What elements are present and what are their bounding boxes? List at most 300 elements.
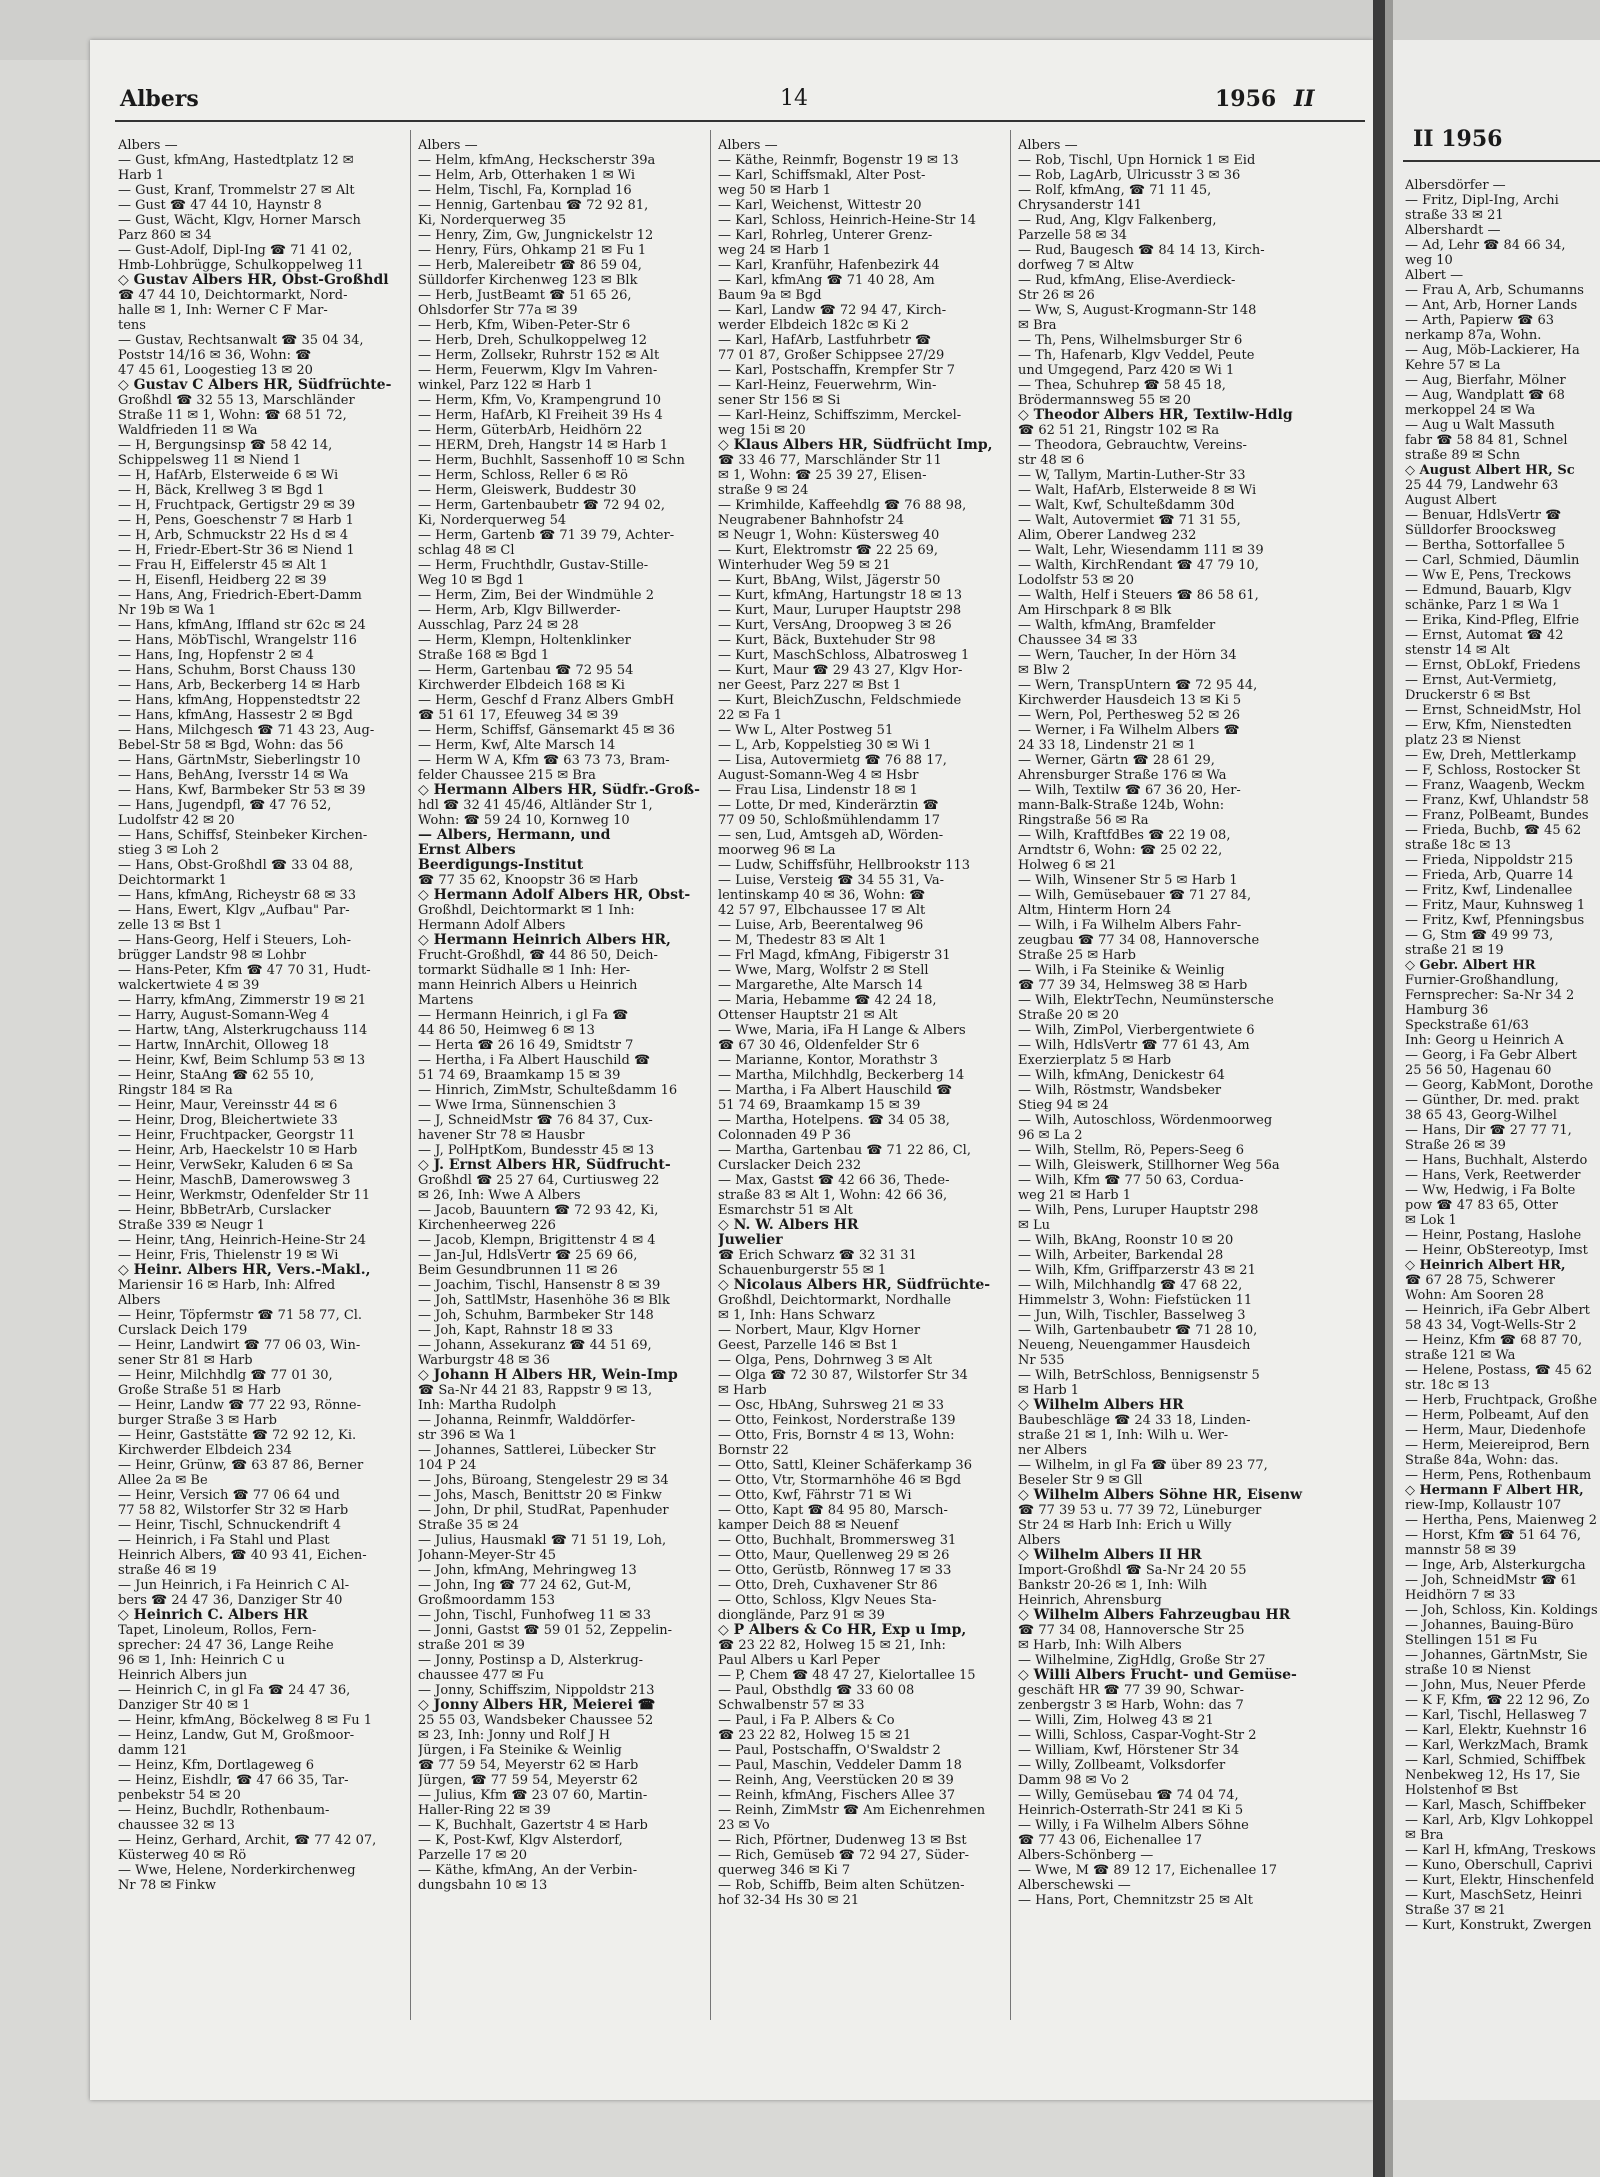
directory-entry-line: — Hertha, Pens, Maienweg 2 xyxy=(1405,1513,1597,1528)
directory-entry-line: — Günther, Dr. med. prakt xyxy=(1405,1093,1580,1108)
directory-entry-line: — Rich, Pförtner, Dudenweg 13 ✉ Bst xyxy=(718,1833,967,1848)
directory-entry-line: — Gust, kfmAng, Hastedtplatz 12 ✉ xyxy=(118,153,354,168)
directory-entry-line: bers ☎ 24 47 36, Danziger Str 40 xyxy=(118,1593,343,1608)
directory-entry-line: — Käthe, kfmAng, An der Verbin- xyxy=(418,1863,638,1878)
directory-entry-line: pow ☎ 47 83 65, Otter xyxy=(1405,1198,1558,1213)
directory-entry-line: — Herm, Kwf, Alte Marsch 14 xyxy=(418,738,616,753)
directory-entry-line: Allee 2a ✉ Be xyxy=(118,1473,208,1488)
directory-entry-line: Albers xyxy=(118,1293,161,1308)
directory-entry-line: ✉ Blw 2 xyxy=(1018,663,1071,678)
directory-entry-line: ✉ Harb 1 xyxy=(1018,1383,1080,1398)
directory-entry-line: — Thea, Schuhrep ☎ 58 45 18, xyxy=(1018,378,1226,393)
directory-entry-line: — Joh, Schuhm, Barmbeker Str 148 xyxy=(418,1308,654,1323)
directory-entry-line: August Albert xyxy=(1405,493,1497,508)
directory-entry-line: Heinrich Albers jun xyxy=(118,1668,248,1683)
directory-entry-line: straße 18c ✉ 13 xyxy=(1405,838,1511,853)
directory-entry-line: — John, kfmAng, Mehringweg 13 xyxy=(418,1563,637,1578)
directory-entry-line: Straße 20 ✉ 20 xyxy=(1018,1008,1119,1023)
directory-entry-line: Martens xyxy=(418,993,474,1008)
directory-entry-line: — Ant, Arb, Horner Lands xyxy=(1405,298,1578,313)
directory-entry-line: — John, Ing ☎ 77 24 62, Gut-M, xyxy=(418,1578,632,1593)
directory-entry-line: ☎ 67 30 46, Oldenfelder Str 6 xyxy=(718,1038,920,1053)
directory-entry-line: — Heinr, tAng, Heinrich-Heine-Str 24 xyxy=(118,1233,366,1248)
page-title: Albers xyxy=(120,86,199,112)
directory-entry-line: Albers — xyxy=(718,138,778,153)
directory-entry-line: Curslacker Deich 232 xyxy=(718,1158,862,1173)
directory-entry-line: havener Str 78 ✉ Hausbr xyxy=(418,1128,585,1143)
directory-entry-line: straße 201 ✉ 39 xyxy=(418,1638,525,1653)
right-header-rule xyxy=(1403,160,1600,162)
directory-entry-line: — Kurt, VersAng, Droopweg 3 ✉ 26 xyxy=(718,618,952,633)
directory-entry-line: Lodolfstr 53 ✉ 20 xyxy=(1018,573,1135,588)
directory-entry-line: Ki, Norderquerweg 35 xyxy=(418,213,567,228)
directory-entry-line: straße 21 ✉ 1, Inh: Wilh u. Wer- xyxy=(1018,1428,1229,1443)
directory-entry-line: fabr ☎ 58 84 81, Schnel xyxy=(1405,433,1568,448)
directory-entry-line: — Wilh, Gleiswerk, Stillhorner Weg 56a xyxy=(1018,1158,1280,1173)
directory-entry-line: Straße 26 ✉ 39 xyxy=(1405,1138,1506,1153)
directory-entry-line: — Wilh, ElektrTechn, Neumünstersche xyxy=(1018,993,1274,1008)
directory-entry-line: — Käthe, Reinmfr, Bogenstr 19 ✉ 13 xyxy=(718,153,959,168)
directory-entry-line: Neugrabener Bahnhofstr 24 xyxy=(718,513,904,528)
directory-entry-line: — Gustav, Rechtsanwalt ☎ 35 04 34, xyxy=(118,333,364,348)
directory-entry-line: straße 10 ✉ Nienst xyxy=(1405,1663,1531,1678)
directory-entry-line: — Joh, Schloss, Kin. Koldings xyxy=(1405,1603,1598,1618)
directory-entry-line: Jürgen, ☎ 77 59 54, Meyerstr 62 xyxy=(418,1773,638,1788)
directory-entry-line: Tapet, Linoleum, Rollos, Fern- xyxy=(118,1623,317,1638)
directory-entry-line: — Hans, Schiffsf, Steinbeker Kirchen- xyxy=(118,828,368,843)
directory-entry-line: — Wilh, kfmAng, Denickestr 64 xyxy=(1018,1068,1225,1083)
directory-entry-line: — Herm, Meiereiprod, Bern xyxy=(1405,1438,1590,1453)
directory-entry-line: — Gust, Wächt, Klgv, Horner Marsch xyxy=(118,213,361,228)
directory-entry-line: — Wern, Taucher, In der Hörn 34 xyxy=(1018,648,1237,663)
directory-column-2 xyxy=(418,138,703,2018)
header-rule xyxy=(115,120,1365,122)
directory-entry-line: — Hans, Jugendpfl, ☎ 47 76 52, xyxy=(118,798,332,813)
directory-entry-line: ☎ 77 34 08, Hannoversche Str 25 xyxy=(1018,1623,1245,1638)
directory-entry-line: 25 44 79, Landwehr 63 xyxy=(1405,478,1559,493)
directory-entry-line: — Martha, i Fa Albert Hauschild ☎ xyxy=(718,1083,953,1098)
directory-entry-line: 24 33 18, Lindenstr 21 ✉ 1 xyxy=(1018,738,1196,753)
directory-entry-line: — Heinr, Postang, Haslohe xyxy=(1405,1228,1582,1243)
directory-entry-line: — Herm, Polbeamt, Auf den xyxy=(1405,1408,1589,1423)
directory-entry-line: — Karl H, kfmAng, Treskows xyxy=(1405,1843,1596,1858)
directory-entry-line: — Fritz, Kwf, Pfenningsbus xyxy=(1405,913,1585,928)
directory-entry-line: — Jun, Wilh, Tischler, Basselweg 3 xyxy=(1018,1308,1246,1323)
directory-entry-line: — Karl, Postschaffn, Krempfer Str 7 xyxy=(718,363,955,378)
directory-entry-line: — Hertha, i Fa Albert Hauschild ☎ xyxy=(418,1053,651,1068)
directory-entry-line: — Herb, Fruchtpack, Großhe xyxy=(1405,1393,1598,1408)
directory-entry-line: — Karl, HafArb, Lastfuhrbetr ☎ xyxy=(718,333,932,348)
directory-entry-line: — Heinr, Arb, Haeckelstr 10 ✉ Harb xyxy=(118,1143,358,1158)
directory-entry-line: — Herm, GüterbArb, Heidhörn 22 xyxy=(418,423,643,438)
directory-entry-line: — H, Fruchtpack, Gertigstr 29 ✉ 39 xyxy=(118,498,356,513)
directory-entry-line: — Otto, Maur, Quellenweg 29 ✉ 26 xyxy=(718,1548,950,1563)
year-number: 1956 xyxy=(1215,86,1277,112)
directory-entry-line: — Frau A, Arb, Schumanns xyxy=(1405,283,1584,298)
directory-entry-line: — Kurt, MaschSchloss, Albatrosweg 1 xyxy=(718,648,970,663)
directory-entry-line: Albersdörfer — xyxy=(1405,178,1506,193)
directory-entry-line: — William, Kwf, Hörstener Str 34 xyxy=(1018,1743,1240,1758)
directory-entry-line: Wohn: ☎ 59 24 10, Kornweg 10 xyxy=(418,813,630,828)
directory-entry-line: — Otto, Vtr, Stormarnhöhe 46 ✉ Bgd xyxy=(718,1473,962,1488)
directory-entry-line: — Kurt, Maur, Luruper Hauptstr 298 xyxy=(718,603,962,618)
directory-entry-line: — Inge, Arb, Alsterkurgcha xyxy=(1405,1558,1586,1573)
directory-entry-line: moorweg 96 ✉ La xyxy=(718,843,836,858)
directory-entry-line: — Kurt, Elektr, Hinschenfeld xyxy=(1405,1873,1595,1888)
directory-entry-line: — Martha, Gartenbau ☎ 71 22 86, Cl, xyxy=(718,1143,971,1158)
directory-entry-line: ☎ Erich Schwarz ☎ 32 31 31 xyxy=(718,1248,917,1263)
directory-entry-line: ◇ P Albers & Co HR, Exp u Imp, xyxy=(718,1623,967,1638)
directory-entry-line: — Wilh, ZimPol, Vierbergentwiete 6 xyxy=(1018,1023,1255,1038)
directory-entry-line: — Heinz, Landw, Gut M, Großmoor- xyxy=(118,1728,355,1743)
directory-entry-line: ◇ Heinr. Albers HR, Vers.-Makl., xyxy=(118,1263,371,1278)
directory-entry-line: — Herm W A, Kfm ☎ 63 73 73, Bram- xyxy=(418,753,670,768)
directory-entry-line: weg 15i ✉ 20 xyxy=(718,423,806,438)
directory-entry-line: platz 23 ✉ Nienst xyxy=(1405,733,1521,748)
directory-entry-line: 104 P 24 xyxy=(418,1458,477,1473)
directory-entry-line: — Herm, Gleiswerk, Buddestr 30 xyxy=(418,483,637,498)
directory-entry-line: Danziger Str 40 ✉ 1 xyxy=(118,1698,251,1713)
directory-entry-line: — Rich, Gemüseb ☎ 72 94 27, Süder- xyxy=(718,1848,969,1863)
directory-entry-line: 38 65 43, Georg-Wilhel xyxy=(1405,1108,1557,1123)
directory-entry-line: — Heinrich, i Fa Stahl und Plast xyxy=(118,1533,330,1548)
directory-entry-line: — Herb, JustBeamt ☎ 51 65 26, xyxy=(418,288,632,303)
directory-entry-line: — Hans, Arb, Beckerberg 14 ✉ Harb xyxy=(118,678,361,693)
directory-entry-line: — Rob, Tischl, Upn Hornick 1 ✉ Eid xyxy=(1018,153,1256,168)
directory-entry-line: — HERM, Dreh, Hangstr 14 ✉ Harb 1 xyxy=(418,438,669,453)
directory-entry-line: Kehre 57 ✉ La xyxy=(1405,358,1501,373)
directory-entry-line: Holstenhof ✉ Bst xyxy=(1405,1783,1518,1798)
directory-entry-line: — Jan-Jul, HdlsVertr ☎ 25 69 66, xyxy=(418,1248,638,1263)
directory-entry-line: Fernsprecher: Sa-Nr 34 2 xyxy=(1405,988,1575,1003)
directory-entry-line: ✉ 23, Inh: Jonny und Rolf J H xyxy=(418,1728,611,1743)
directory-entry-line: — Harry, August-Somann-Weg 4 xyxy=(118,1008,330,1023)
directory-entry-line: ◇ N. W. Albers HR xyxy=(718,1218,859,1233)
directory-entry-line: — Walt, Autovermiet ☎ 71 31 55, xyxy=(1018,513,1241,528)
directory-entry-line: — P, Chem ☎ 48 47 27, Kielortallee 15 xyxy=(718,1668,976,1683)
directory-entry-line: — Franz, PolBeamt, Bundes xyxy=(1405,808,1589,823)
directory-entry-line: walckertwiete 4 ✉ 39 xyxy=(118,978,260,993)
directory-entry-line: — Herm, Arb, Klgv Billwerder- xyxy=(418,603,621,618)
directory-entry-line: — Kuno, Oberschull, Caprivi xyxy=(1405,1858,1593,1873)
directory-entry-line: ◇ Willi Albers Frucht- und Gemüse- xyxy=(1018,1668,1297,1683)
directory-entry-line: ☎ 77 39 53 u. 77 39 72, Lüneburger xyxy=(1018,1503,1262,1518)
directory-entry-line: — Herm, Kfm, Vo, Krampengrund 10 xyxy=(418,393,662,408)
directory-entry-line: ☎ 77 43 06, Eichenallee 17 xyxy=(1018,1833,1202,1848)
directory-entry-line: ◇ Wilhelm Albers II HR xyxy=(1018,1548,1202,1563)
directory-entry-line: mann-Balk-Straße 124b, Wohn: xyxy=(1018,798,1225,813)
directory-entry-line: — W, Tallym, Martin-Luther-Str 33 xyxy=(1018,468,1246,483)
directory-entry-line: — Ww E, Pens, Treckows xyxy=(1405,568,1572,583)
directory-entry-line: Bornstr 22 xyxy=(718,1443,789,1458)
directory-entry-line: — Heinz, Kfm ☎ 68 87 70, xyxy=(1405,1333,1583,1348)
book-spine xyxy=(1373,0,1385,2177)
directory-entry-line: weg 24 ✉ Harb 1 xyxy=(718,243,832,258)
directory-entry-line: ◇ Jonny Albers HR, Meierei ☎ xyxy=(418,1698,656,1713)
directory-entry-line: Kirchenheerweg 226 xyxy=(418,1218,556,1233)
right-directory-page xyxy=(1393,40,1600,2100)
directory-entry-line: — Aug, Wandplatt ☎ 68 xyxy=(1405,388,1565,403)
directory-entry-line: — H, Bäck, Krellweg 3 ✉ Bgd 1 xyxy=(118,483,325,498)
directory-entry-line: 58 43 34, Vogt-Wells-Str 2 xyxy=(1405,1318,1577,1333)
directory-entry-line: — Walth, kfmAng, Bramfelder xyxy=(1018,618,1216,633)
directory-entry-line: — Gust-Adolf, Dipl-Ing ☎ 71 41 02, xyxy=(118,243,353,258)
directory-entry-line: — Joh, Kapt, Rahnstr 18 ✉ 33 xyxy=(418,1323,614,1338)
directory-entry-line: str 48 ✉ 6 xyxy=(1018,453,1085,468)
directory-entry-line: — Heinr, Tischl, Schnuckendrift 4 xyxy=(118,1518,341,1533)
directory-entry-line: — Wilh, Gemüsebauer ☎ 71 27 84, xyxy=(1018,888,1252,903)
page-year xyxy=(1215,86,1315,112)
directory-entry-line: — Jonni, Gastst ☎ 59 01 52, Zeppelin- xyxy=(418,1623,673,1638)
directory-entry-line: — Wern, TranspUntern ☎ 72 95 44, xyxy=(1018,678,1258,693)
directory-entry-line: — Olga, Pens, Dohrnweg 3 ✉ Alt xyxy=(718,1353,933,1368)
directory-entry-line: Heinrich, Ahrensburg xyxy=(1018,1593,1162,1608)
directory-entry-line: ◇ Hermann Adolf Albers HR, Obst- xyxy=(418,888,691,903)
directory-entry-line: — Karl, Schiffsmakl, Alter Post- xyxy=(718,168,926,183)
directory-entry-line: — Paul, i Fa P. Albers & Co xyxy=(718,1713,895,1728)
directory-entry-line: Himmelstr 3, Wohn: Fiefstücken 11 xyxy=(1018,1293,1253,1308)
directory-entry-line: — Erw, Kfm, Nienstedten xyxy=(1405,718,1572,733)
directory-entry-line: — Lisa, Autovermietg ☎ 76 88 17, xyxy=(718,753,947,768)
directory-entry-line: Paul Albers u Karl Peper xyxy=(718,1653,880,1668)
directory-entry-line: ✉ Bra xyxy=(1018,318,1057,333)
directory-entry-line: — L, Arb, Koppelstieg 30 ✉ Wi 1 xyxy=(718,738,932,753)
directory-entry-line: — Wilh, Arbeiter, Barkendal 28 xyxy=(1018,1248,1224,1263)
directory-entry-line: straße 9 ✉ 24 xyxy=(718,483,809,498)
directory-entry-line: Stellingen 151 ✉ Fu xyxy=(1405,1633,1538,1648)
directory-entry-line: — Heinz, Eishdlr, ☎ 47 66 35, Tar- xyxy=(118,1773,349,1788)
directory-entry-line: ◇ Wilhelm Albers HR xyxy=(1018,1398,1184,1413)
directory-entry-line: ◇ August Albert HR, Sc xyxy=(1405,463,1575,478)
directory-entry-line: ✉ Neugr 1, Wohn: Küstersweg 40 xyxy=(718,528,940,543)
directory-entry-line: — Heinr, MaschB, Damerowsweg 3 xyxy=(118,1173,351,1188)
directory-entry-line: 47 45 61, Loogestieg 13 ✉ 20 xyxy=(118,363,313,378)
directory-entry-line: — Herm, Fruchthdlr, Gustav-Stille- xyxy=(418,558,649,573)
directory-entry-line: — Herm, Maur, Diedenhofe xyxy=(1405,1423,1586,1438)
directory-entry-line: — Willy, i Fa Wilhelm Albers Söhne xyxy=(1018,1818,1249,1833)
directory-entry-line: Import-Großhdl ☎ Sa-Nr 24 20 55 xyxy=(1018,1563,1247,1578)
directory-entry-line: — Reinh, ZimMstr ☎ Am Eichenrehmen xyxy=(718,1803,986,1818)
directory-entry-line: — Ernst, SchneidMstr, Hol xyxy=(1405,703,1582,718)
directory-entry-line: — Johannes, Sattlerei, Lübecker Str xyxy=(418,1443,656,1458)
directory-entry-line: — Heinrich, iFa Gebr Albert xyxy=(1405,1303,1590,1318)
directory-entry-line: Speckstraße 61/63 xyxy=(1405,1018,1529,1033)
directory-entry-line: — Franz, Kwf, Uhlandstr 58 xyxy=(1405,793,1589,808)
directory-entry-line: — Karl, Schloss, Heinrich-Heine-Str 14 xyxy=(718,213,977,228)
directory-entry-line: — Paul, Obsthdlg ☎ 33 60 08 xyxy=(718,1683,915,1698)
directory-entry-line: zeugbau ☎ 77 34 08, Hannoversche xyxy=(1018,933,1260,948)
directory-entry-line: straße 46 ✉ 19 xyxy=(118,1563,217,1578)
directory-entry-line: — Willi, Zim, Holweg 43 ✉ 21 xyxy=(1018,1713,1214,1728)
directory-entry-line: Neueng, Neuengammer Hausdeich xyxy=(1018,1338,1251,1353)
directory-entry-line: sener Str 156 ✉ Si xyxy=(718,393,841,408)
directory-entry-line: ☎ 23 22 82, Holweg 15 ✉ 21 xyxy=(718,1728,912,1743)
directory-entry-line: straße 121 ✉ Wa xyxy=(1405,1348,1516,1363)
directory-entry-line: 77 58 82, Wilstorfer Str 32 ✉ Harb xyxy=(118,1503,349,1518)
directory-entry-line: Ahrensburger Straße 176 ✉ Wa xyxy=(1018,768,1227,783)
directory-entry-line: — G, Stm ☎ 49 99 73, xyxy=(1405,928,1554,943)
directory-entry-line: — Wern, Pol, Perthesweg 52 ✉ 26 xyxy=(1018,708,1240,723)
directory-entry-line: ◇ Wilhelm Albers Fahrzeugbau HR xyxy=(1018,1608,1291,1623)
directory-entry-line: — Karl, Tischl, Hellasweg 7 xyxy=(1405,1708,1588,1723)
directory-entry-line: hof 32-34 Hs 30 ✉ 21 xyxy=(718,1893,860,1908)
directory-entry-line: 96 ✉ 1, Inh: Heinrich C u xyxy=(118,1653,285,1668)
directory-entry-line: — Kurt, MaschSetz, Heinri xyxy=(1405,1888,1582,1903)
directory-entry-line: sprecher: 24 47 36, Lange Reihe xyxy=(118,1638,334,1653)
directory-entry-line: Albershardt — xyxy=(1405,223,1501,238)
directory-entry-line: Deichtormarkt 1 xyxy=(118,873,227,888)
directory-entry-line: straße 21 ✉ 19 xyxy=(1405,943,1504,958)
directory-entry-line: 44 86 50, Heimweg 6 ✉ 13 xyxy=(418,1023,595,1038)
directory-entry-line: 96 ✉ La 2 xyxy=(1018,1128,1083,1143)
directory-entry-line: — H, Eisenfl, Heidberg 22 ✉ 39 xyxy=(118,573,327,588)
directory-entry-line: — Wilh, Autoschloss, Wördenmoorweg xyxy=(1018,1113,1273,1128)
directory-entry-line: — Otto, Gerüstb, Rönnweg 17 ✉ 33 xyxy=(718,1563,952,1578)
directory-entry-line: ✉ Harb, Inh: Wilh Albers xyxy=(1018,1638,1182,1653)
directory-entry-line: — Th, Hafenarb, Klgv Veddel, Peute xyxy=(1018,348,1255,363)
directory-entry-line: — Karl, Weichenst, Wittestr 20 xyxy=(718,198,922,213)
directory-entry-line: — Wilh, Stellm, Rö, Pepers-Seeg 6 xyxy=(1018,1143,1244,1158)
directory-entry-line: ☎ 23 22 82, Holweg 15 ✉ 21, Inh: xyxy=(718,1638,946,1653)
directory-entry-line: — Heinr, Gaststätte ☎ 72 92 12, Ki. xyxy=(118,1428,357,1443)
directory-entry-line: Arndtstr 6, Wohn: ☎ 25 02 22, xyxy=(1018,843,1223,858)
directory-entry-line: — Otto, Buchhalt, Brommersweg 31 xyxy=(718,1533,957,1548)
directory-entry-line: — Ww, S, August-Krogmann-Str 148 xyxy=(1018,303,1257,318)
directory-entry-line: — Wilh, Textilw ☎ 67 36 20, Her- xyxy=(1018,783,1241,798)
directory-entry-line: — sen, Lud, Amtsgeh aD, Wörden- xyxy=(718,828,944,843)
directory-entry-line: Baum 9a ✉ Bgd xyxy=(718,288,822,303)
directory-entry-line: Weg 10 ✉ Bgd 1 xyxy=(418,573,525,588)
directory-entry-line: — Willi, Schloss, Caspar-Voght-Str 2 xyxy=(1018,1728,1257,1743)
directory-entry-line: — Paul, Maschin, Veddeler Damm 18 xyxy=(718,1758,962,1773)
directory-entry-line: Alberschewski — xyxy=(1018,1878,1131,1893)
directory-entry-line: Geest, Parzelle 146 ✉ Bst 1 xyxy=(718,1338,899,1353)
directory-entry-line: Schauenburgerstr 55 ✉ 1 xyxy=(718,1263,887,1278)
directory-entry-line: stenstr 14 ✉ Alt xyxy=(1405,643,1510,658)
directory-entry-line: — Frl Magd, kfmAng, Fibigerstr 31 xyxy=(718,948,951,963)
directory-entry-line: — Heinz, Buchdlr, Rothenbaum- xyxy=(118,1803,330,1818)
directory-entry-line: ner Albers xyxy=(1018,1443,1087,1458)
directory-column-1 xyxy=(118,138,403,2018)
directory-entry-line: — Hans, MöbTischl, Wrangelstr 116 xyxy=(118,633,357,648)
directory-entry-line: ✉ 1, Wohn: ☎ 25 39 27, Elisen- xyxy=(718,468,927,483)
directory-entry-line: — Walt, HafArb, Elsterweide 8 ✉ Wi xyxy=(1018,483,1257,498)
directory-entry-line: Albers xyxy=(1018,1533,1061,1548)
directory-entry-line: — Frieda, Nippoldstr 215 xyxy=(1405,853,1574,868)
directory-entry-line: felder Chaussee 215 ✉ Bra xyxy=(418,768,596,783)
directory-entry-line: — Ernst, Aut-Vermietg, xyxy=(1405,673,1557,688)
directory-entry-line: — Wilh, Röstmstr, Wandsbeker xyxy=(1018,1083,1222,1098)
directory-entry-line: — Heinr, kfmAng, Böckelweg 8 ✉ Fu 1 xyxy=(118,1713,372,1728)
directory-entry-line: — Henry, Zim, Gw, Jungnickelstr 12 xyxy=(418,228,654,243)
directory-entry-line: Furnier-Großhandlung, xyxy=(1405,973,1559,988)
directory-entry-line: — Heinr, ObStereotyp, Imst xyxy=(1405,1243,1588,1258)
directory-entry-line: Heidhörn 7 ✉ 33 xyxy=(1405,1588,1516,1603)
directory-entry-line: — Hans, Obst-Großhdl ☎ 33 04 88, xyxy=(118,858,354,873)
directory-entry-line: — Hans, Buchhalt, Alsterdo xyxy=(1405,1153,1588,1168)
directory-entry-line: — Hans, kfmAng, Hassestr 2 ✉ Bgd xyxy=(118,708,353,723)
directory-entry-line: Großhdl, Deichtormarkt, Nordhalle xyxy=(718,1293,951,1308)
directory-entry-line: str 396 ✉ Wa 1 xyxy=(418,1428,517,1443)
directory-entry-line: Straße 339 ✉ Neugr 1 xyxy=(118,1218,265,1233)
directory-entry-line: — Frieda, Arb, Quarre 14 xyxy=(1405,868,1574,883)
column-divider xyxy=(1010,130,1011,2020)
directory-entry-line: Stieg 94 ✉ 24 xyxy=(1018,1098,1109,1113)
directory-entry-line: — Wwe Irma, Sünnenschien 3 xyxy=(418,1098,617,1113)
directory-entry-line: — Wilh, Kfm ☎ 77 50 63, Corduа- xyxy=(1018,1173,1244,1188)
directory-entry-line: — Helm, kfmAng, Heckscherstr 39a xyxy=(418,153,656,168)
directory-entry-line: Albers-Schönberg — xyxy=(1018,1848,1154,1863)
directory-entry-line: Küsterweg 40 ✉ Rö xyxy=(118,1848,247,1863)
directory-entry-line: — Otto, Kwf, Fährstr 71 ✉ Wi xyxy=(718,1488,912,1503)
directory-entry-line: ✉ Bra xyxy=(1405,1828,1444,1843)
directory-entry-line: Exerzierplatz 5 ✉ Harb xyxy=(1018,1053,1172,1068)
directory-entry-line: — Otto, Feinkost, Norderstraße 139 xyxy=(718,1413,956,1428)
directory-entry-line: Ludolfstr 42 ✉ 20 xyxy=(118,813,235,828)
directory-entry-line: — Otto, Schloss, Klgv Neues Sta- xyxy=(718,1593,937,1608)
directory-entry-line: — Wilh, HdlsVertr ☎ 77 61 43, Am xyxy=(1018,1038,1250,1053)
directory-entry-line: Parzelle 17 ✉ 20 xyxy=(418,1848,528,1863)
directory-entry-line: — Wilh, BkAng, Roonstr 10 ✉ 20 xyxy=(1018,1233,1234,1248)
directory-entry-line: Straße 37 ✉ 21 xyxy=(1405,1903,1506,1918)
directory-entry-line: — Karl, WerkzMach, Bramk xyxy=(1405,1738,1588,1753)
directory-entry-line: ☎ 77 59 54, Meyerstr 62 ✉ Harb xyxy=(418,1758,639,1773)
directory-entry-line: — Wilh, Pens, Luruper Hauptstr 298 xyxy=(1018,1203,1259,1218)
directory-entry-line: — Luise, Arb, Beerentalweg 96 xyxy=(718,918,924,933)
directory-entry-line: Warburgstr 48 ✉ 36 xyxy=(418,1353,550,1368)
directory-entry-line: — Heinrich C, in gl Fa ☎ 24 47 36, xyxy=(118,1683,351,1698)
directory-entry-line: sener Str 81 ✉ Harb xyxy=(118,1353,253,1368)
directory-entry-line: 23 ✉ Vo xyxy=(718,1818,770,1833)
directory-entry-line: Kirchwerder Elbdeich 234 xyxy=(118,1443,292,1458)
directory-entry-line: ◇ Gustav Albers HR, Obst-Großhdl xyxy=(118,273,389,288)
directory-entry-line: — Max, Gastst ☎ 42 66 36, Thede- xyxy=(718,1173,950,1188)
directory-entry-line: — Karl, Schmied, Schiffbek xyxy=(1405,1753,1586,1768)
directory-entry-line: — Hennig, Gartenbau ☎ 72 92 81, xyxy=(418,198,649,213)
directory-entry-line: — Heinr, Drog, Bleichertwiete 33 xyxy=(118,1113,338,1128)
directory-entry-line: dionglände, Parz 91 ✉ 39 xyxy=(718,1608,885,1623)
directory-entry-line: — Reinh, kfmAng, Fischers Allee 37 xyxy=(718,1788,956,1803)
directory-entry-line: — Willy, Zollbeamt, Volksdorfer xyxy=(1018,1758,1226,1773)
directory-entry-line: Sülldorfer Kirchenweg 123 ✉ Blk xyxy=(418,273,638,288)
directory-entry-line: — Joh, SchneidMstr ☎ 61 xyxy=(1405,1573,1578,1588)
directory-entry-line: — Hans, Kwf, Barmbeker Str 53 ✉ 39 xyxy=(118,783,366,798)
directory-entry-line: — Theodora, Gebrauchtw, Vereins- xyxy=(1018,438,1247,453)
directory-entry-line: — Erika, Kind-Pfleg, Elfrie xyxy=(1405,613,1580,628)
directory-entry-line: — H, Arb, Schmuckstr 22 Hs d ✉ 4 xyxy=(118,528,349,543)
directory-entry-line: — Herta ☎ 26 16 49, Smidtstr 7 xyxy=(418,1038,634,1053)
directory-entry-line: Bebel-Str 58 ✉ Bgd, Wohn: das 56 xyxy=(118,738,344,753)
directory-entry-line: — Gust ☎ 47 44 10, Haynstr 8 xyxy=(118,198,322,213)
directory-entry-line: schänke, Parz 1 ✉ Wa 1 xyxy=(1405,598,1561,613)
directory-entry-line: nerkamp 87a, Wohn. xyxy=(1405,328,1542,343)
directory-entry-line: Poststr 14/16 ✉ 36, Wohn: ☎ xyxy=(118,348,312,363)
directory-entry-line: ◇ Klaus Albers HR, Südfrücht Imp, xyxy=(718,438,993,453)
directory-entry-line: Straße 35 ✉ 24 xyxy=(418,1518,519,1533)
directory-entry-line: — John, Mus, Neuer Pferde xyxy=(1405,1678,1586,1693)
page-number: 14 xyxy=(780,86,808,111)
directory-entry-line: — Frau Lisa, Lindenstr 18 ✉ 1 xyxy=(718,783,918,798)
directory-entry-line: Str 26 ✉ 26 xyxy=(1018,288,1095,303)
directory-entry-line: — Herm, Zollsekr, Ruhrstr 152 ✉ Alt xyxy=(418,348,660,363)
column-divider xyxy=(710,130,711,2020)
directory-entry-line: Holweg 6 ✉ 21 xyxy=(1018,858,1117,873)
directory-entry-line: Großmoordamm 153 xyxy=(418,1593,555,1608)
directory-entry-line: — Fritz, Kwf, Lindenallee xyxy=(1405,883,1573,898)
directory-entry-line: — Wilh, i Fa Steinike & Weinlig xyxy=(1018,963,1225,978)
directory-entry-line: — Hermann Heinrich, i gl Fa ☎ xyxy=(418,1008,629,1023)
directory-entry-line: Am Hirschpark 8 ✉ Blk xyxy=(1018,603,1172,618)
